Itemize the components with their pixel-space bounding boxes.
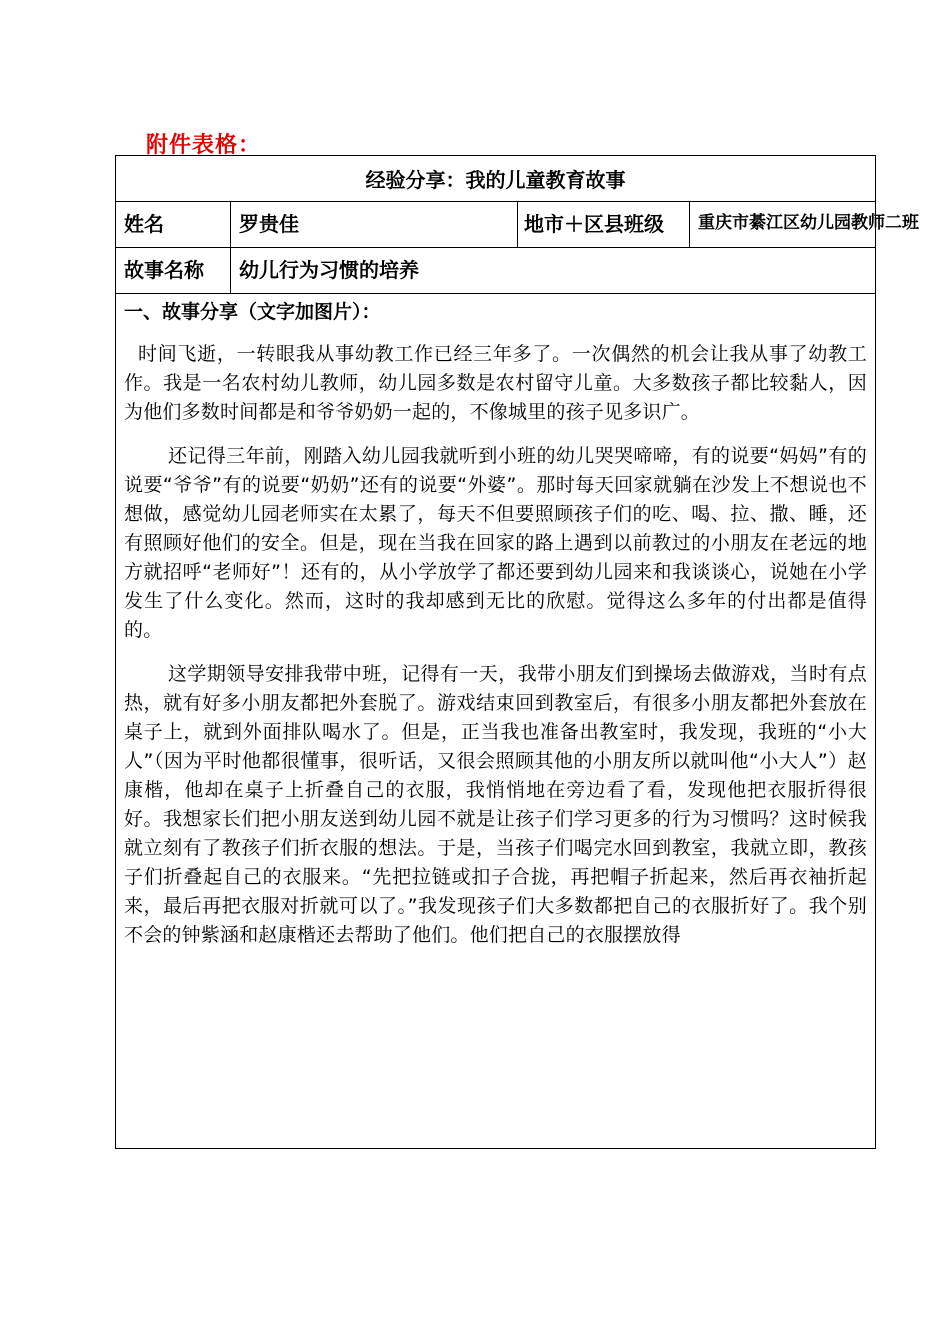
story-content — [116, 294, 875, 1148]
name-class-row — [116, 202, 919, 248]
name-value: 罗贵佳 — [231, 202, 518, 247]
story-name-value: 幼儿行为习惯的培养 — [239, 258, 419, 282]
form-title: 经验分享：我的儿童教育故事 — [365, 168, 626, 192]
story-form-table — [115, 155, 919, 1149]
name-label: 姓名 — [116, 202, 231, 247]
story-name-row — [116, 248, 875, 294]
class-value: 重庆市綦江区幼儿园教师二班 — [698, 213, 919, 233]
story-name-label: 故事名称 — [116, 248, 231, 293]
story-paragraph: 还记得三年前，刚踏入幼儿园我就听到小班的幼儿哭哭啼啼，有的说要“妈妈”有的说要“爷爷”有的说要“奶奶”还有的说要“外婆”。那时每天回家就躺在沙发上不想说也不想做，感觉幼儿园老师实在太累了，每天不但要照顾孩子们的吃、喝、拉、撒、睡，还有照顾好他们的安全。但是，现在当我在回家的路上遇到以前教过的小朋友在老远的地方就招呼“老师好”！还有的，从小学放学了都还要到幼儿园来和我谈谈心，说她在小学发生了什么变化。然而，这时的我却感到无比的欣慰。觉得这么多年的付出都是值得的。 — [124, 445, 867, 641]
section-heading: 一、故事分享（文字加图片）： — [124, 301, 381, 323]
story-paragraph: 时间飞逝，一转眼我从事幼教工作已经三年多了。一次偶然的机会让我从事了幼教工作。我是一名农村幼儿教师，幼儿园多数是农村留守儿童。大多数孩子都比较黏人，因为他们多数时间都是和爷爷奶奶一起的，不像城里的孩子见多识广。 — [124, 343, 867, 423]
attachment-title: 附件表格： — [146, 133, 262, 158]
class-label: 地市＋区县班级 — [518, 202, 690, 247]
story-paragraph: 这学期领导安排我带中班，记得有一天，我带小朋友们到操场去做游戏，当时有点热，就有好多小朋友都把外套脱了。游戏结束回到教室后，有很多小朋友都把外套放在桌子上，就到外面排队喝水了。但是，正当我也准备出教室时，我发现，我班的“小大人”（因为平时他都很懂事，很听话，又很会照顾其他的小朋友所以就叫他“小大人”）赵康楷，他却在桌子上折叠自己的衣服，我悄悄地在旁边看了看，发现他把衣服折得很好。我想家长们把小朋友送到幼儿园不就是让孩子们学习更多的行为习惯吗？这时候我就立刻有了教孩子们折衣服的想法。于是，当孩子们喝完水回到教室，我就立即，教孩子们折叠起自己的衣服来。“先把拉链或扣子合拢，再把帽子折起来，然后再衣袖折起来，最后再把衣服对折就可以了。”我发现孩子们大多数都把自己的衣服折好了。我个别不会的钟紫涵和赵康楷还去帮助了他们。他们把自己的衣服摆放得 — [124, 663, 867, 946]
form-title-row — [116, 156, 875, 202]
